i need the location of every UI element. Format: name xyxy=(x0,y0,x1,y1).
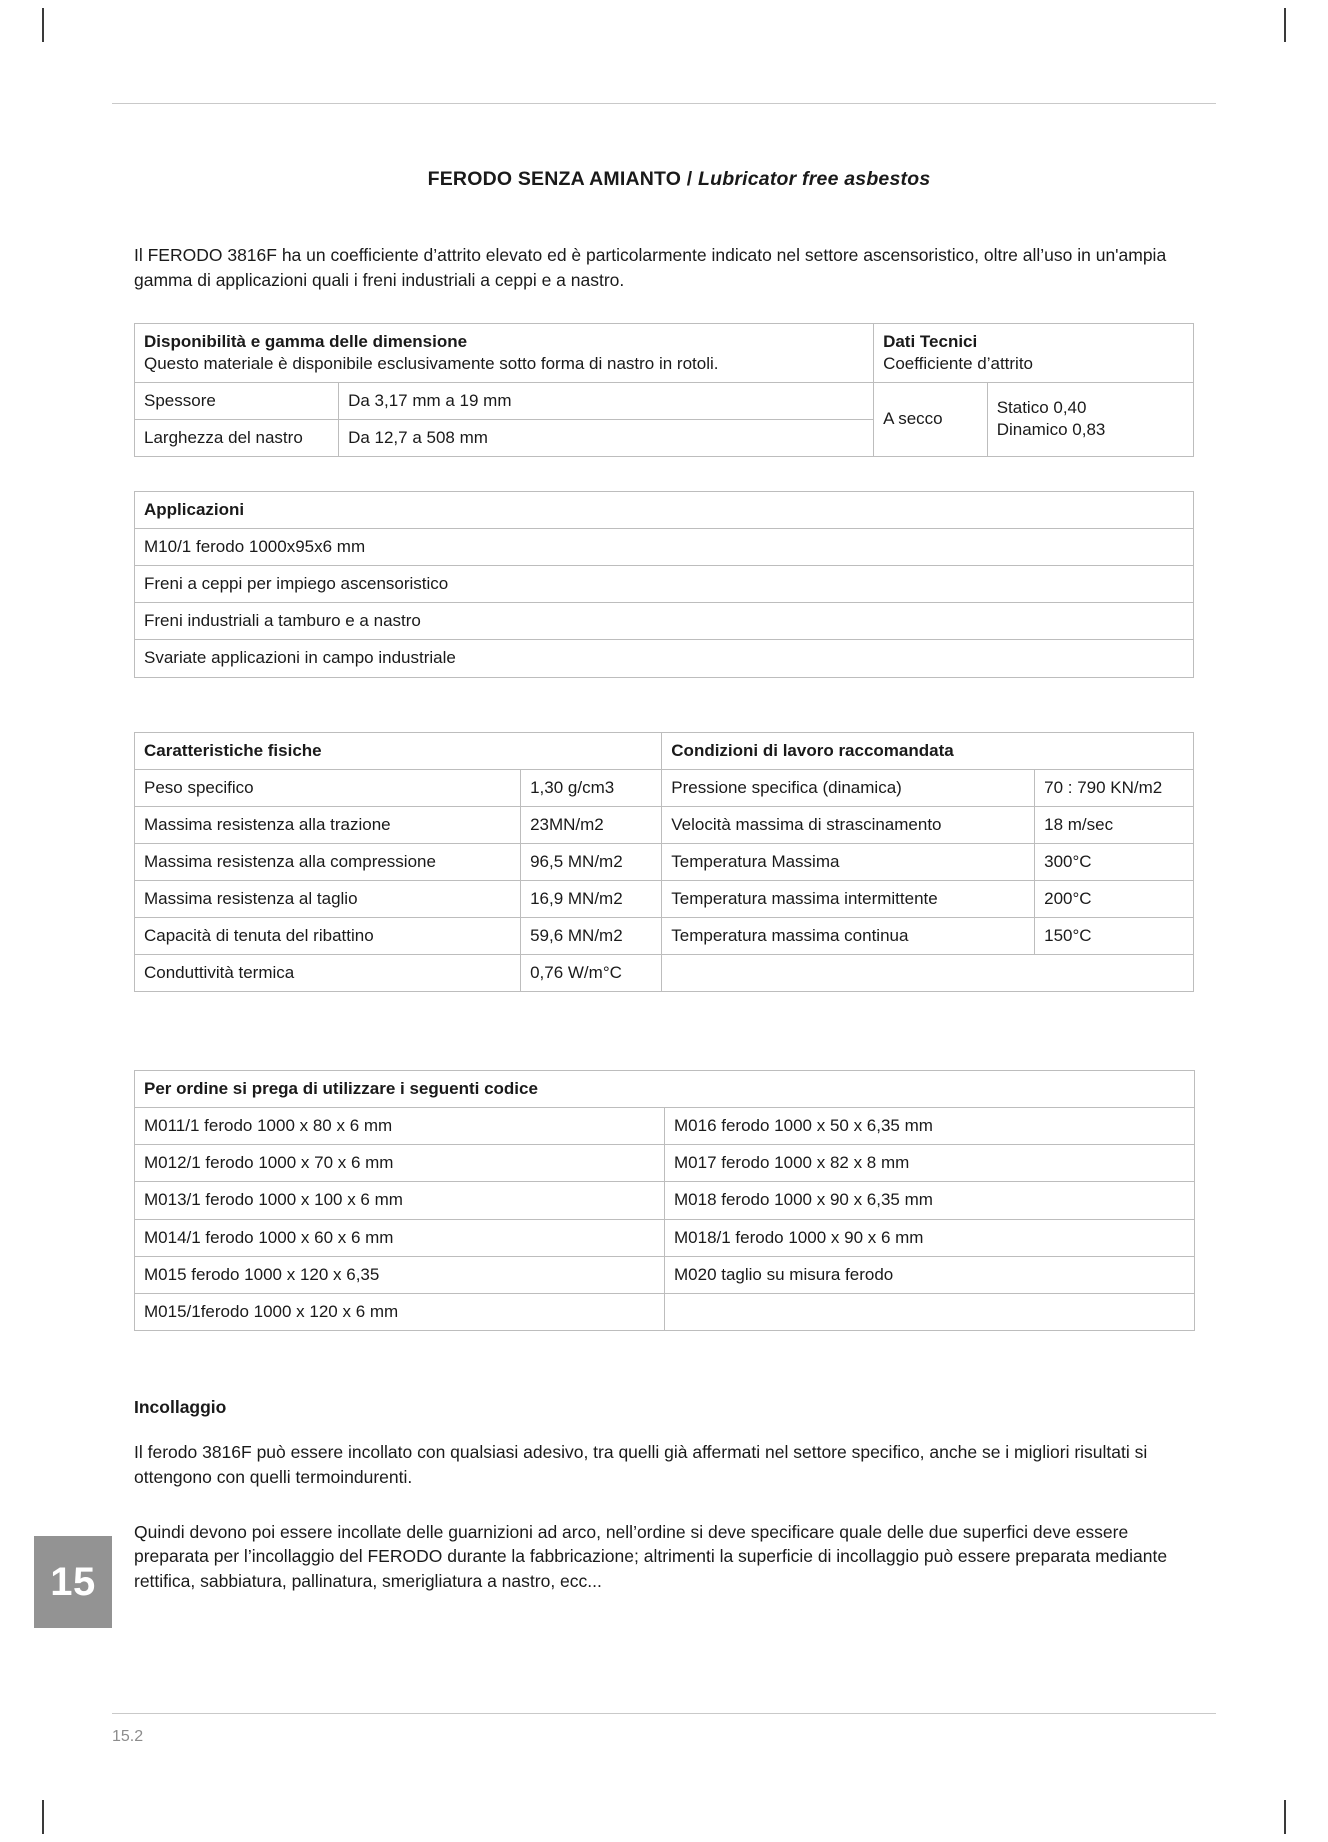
application-item: M10/1 ferodo 1000x95x6 mm xyxy=(135,529,1194,566)
code-right: M016 ferodo 1000 x 50 x 6,35 mm xyxy=(665,1108,1195,1145)
table-row xyxy=(135,529,1194,566)
footer-page-reference: 15.2 xyxy=(112,1728,144,1745)
gluing-paragraph-1: Il ferodo 3816F può essere incollato con qualsiasi adesivo, tra quelli già affermati nel settore specifico, anche se i migliori risultati si ottengono con quelli termoindurenti. xyxy=(134,1441,1148,1487)
table-row xyxy=(135,640,1194,677)
table-row xyxy=(135,382,1194,419)
crop-mark-top-right xyxy=(1284,8,1286,42)
application-item: Freni industriali a tamburo e a nastro xyxy=(135,603,1194,640)
condition-label: Velocità massima di strascinamento xyxy=(662,806,1035,843)
code-left: M011/1 ferodo 1000 x 80 x 6 mm xyxy=(135,1108,665,1145)
application-item: Freni a ceppi per impiego ascensoristico xyxy=(135,566,1194,603)
page-title-italic: Lubricator free asbestos xyxy=(698,168,931,190)
condition-value: 70 : 790 KN/m2 xyxy=(1035,769,1194,806)
page-title-main: FERODO SENZA AMIANTO / xyxy=(427,168,698,190)
code-right: M020 taglio su misura ferodo xyxy=(665,1256,1195,1293)
codes-table xyxy=(134,1070,1195,1331)
table-row xyxy=(135,566,1194,603)
table-row xyxy=(135,1219,1195,1256)
physical-label: Peso specifico xyxy=(135,769,521,806)
condition-label-cell: A secco xyxy=(874,382,988,456)
condition-label: Temperatura massima continua xyxy=(662,918,1035,955)
table-row xyxy=(135,732,1194,769)
intro-paragraph: Il FERODO 3816F ha un coefficiente d’attrito elevato ed è particolarmente indicato nel settore ascensoristico, oltre all’uso in un'ampia gamma di applicazioni quali i freni industriali a ceppi e a nastro. xyxy=(134,245,1167,290)
physical-value: 1,30 g/cm3 xyxy=(521,769,662,806)
table-row xyxy=(135,1256,1195,1293)
application-item: Svariate applicazioni in campo industriale xyxy=(135,640,1194,677)
code-right: M018/1 ferodo 1000 x 90 x 6 mm xyxy=(665,1219,1195,1256)
header-rule xyxy=(112,103,1216,104)
condition-value: 200°C xyxy=(1035,880,1194,917)
page-title xyxy=(134,168,1194,191)
gluing-section xyxy=(134,1397,1194,1594)
gluing-paragraph-2: Quindi devono poi essere incollate delle guarnizioni ad arco, nell’ordine si deve specificare quale delle due superfici deve essere preparata per l’incollaggio del FERODO durante la fabbricazione; altrimenti la superficie di incollaggio può essere preparata mediante rettifica, sabbiatura, pallinatura, smerigliatura a nastro, ecc... xyxy=(134,1521,1168,1592)
friction-dynamic: Dinamico 0,83 xyxy=(996,420,1106,440)
table-row xyxy=(135,955,1194,992)
page-content xyxy=(134,140,1194,1612)
characteristics-header-left: Caratteristiche fisiche xyxy=(135,732,662,769)
tech-header-subtitle: Coefficiente d’attrito xyxy=(883,353,1034,373)
applications-table xyxy=(134,491,1194,677)
characteristics-table xyxy=(134,732,1194,993)
table-row xyxy=(135,843,1194,880)
code-left: M015 ferodo 1000 x 120 x 6,35 xyxy=(135,1256,665,1293)
crop-mark-bottom-right xyxy=(1284,1800,1286,1834)
availability-row-label: Spessore xyxy=(135,382,339,419)
table-row xyxy=(135,1071,1195,1108)
code-left: M012/1 ferodo 1000 x 70 x 6 mm xyxy=(135,1145,665,1182)
physical-label: Massima resistenza alla trazione xyxy=(135,806,521,843)
tech-header-cell xyxy=(874,323,1194,382)
availability-row-value: Da 3,17 mm a 19 mm xyxy=(339,382,874,419)
table-row xyxy=(135,880,1194,917)
crop-mark-top-left xyxy=(42,8,44,42)
availability-table xyxy=(134,323,1194,457)
code-left: M015/1ferodo 1000 x 120 x 6 mm xyxy=(135,1293,665,1330)
condition-label: Temperatura Massima xyxy=(662,843,1035,880)
characteristics-header-right: Condizioni di lavoro raccomandata xyxy=(662,732,1194,769)
condition-value: 18 m/sec xyxy=(1035,806,1194,843)
applications-table-wrapper xyxy=(134,491,1194,677)
footer-rule xyxy=(112,1713,1216,1714)
table-row xyxy=(135,1108,1195,1145)
table-row xyxy=(135,323,1194,382)
condition-label: Temperatura massima intermittente xyxy=(662,880,1035,917)
physical-value: 0,76 W/m°C xyxy=(521,955,662,992)
physical-label: Capacità di tenuta del ribattino xyxy=(135,918,521,955)
availability-row-label: Larghezza del nastro xyxy=(135,419,339,456)
characteristics-table-wrapper xyxy=(134,732,1194,993)
physical-value: 96,5 MN/m2 xyxy=(521,843,662,880)
availability-header-title: Disponibilità e gamma delle dimensione xyxy=(144,331,468,351)
condition-value: 300°C xyxy=(1035,843,1194,880)
code-right xyxy=(665,1293,1195,1330)
physical-label: Conduttività termica xyxy=(135,955,521,992)
crop-mark-bottom-left xyxy=(42,1800,44,1834)
code-right: M017 ferodo 1000 x 82 x 8 mm xyxy=(665,1145,1195,1182)
table-row xyxy=(135,1182,1195,1219)
availability-header-cell xyxy=(135,323,874,382)
table-row xyxy=(135,1145,1195,1182)
page-number-tab: 15 xyxy=(34,1536,112,1628)
physical-value: 23MN/m2 xyxy=(521,806,662,843)
condition-label xyxy=(662,955,1194,992)
availability-table-wrapper xyxy=(134,323,1194,457)
availability-header-subtitle: Questo materiale è disponibile esclusivamente sotto forma di nastro in rotoli. xyxy=(144,353,719,373)
table-row xyxy=(135,918,1194,955)
condition-label: Pressione specifica (dinamica) xyxy=(662,769,1035,806)
physical-label: Massima resistenza al taglio xyxy=(135,880,521,917)
physical-label: Massima resistenza alla compressione xyxy=(135,843,521,880)
table-row xyxy=(135,769,1194,806)
codes-header: Per ordine si prega di utilizzare i seguenti codice xyxy=(135,1071,1195,1108)
friction-static: Statico 0,40 xyxy=(996,398,1087,418)
code-right: M018 ferodo 1000 x 90 x 6,35 mm xyxy=(665,1182,1195,1219)
friction-values-cell xyxy=(987,382,1193,456)
table-row xyxy=(135,603,1194,640)
table-row xyxy=(135,492,1194,529)
applications-header: Applicazioni xyxy=(135,492,1194,529)
code-left: M013/1 ferodo 1000 x 100 x 6 mm xyxy=(135,1182,665,1219)
gluing-section-title: Incollaggio xyxy=(134,1396,227,1417)
table-row xyxy=(135,806,1194,843)
physical-value: 59,6 MN/m2 xyxy=(521,918,662,955)
tech-header-title: Dati Tecnici xyxy=(883,331,978,351)
condition-value: 150°C xyxy=(1035,918,1194,955)
table-row xyxy=(135,1293,1195,1330)
physical-value: 16,9 MN/m2 xyxy=(521,880,662,917)
availability-row-value: Da 12,7 a 508 mm xyxy=(339,419,874,456)
codes-table-wrapper xyxy=(134,1070,1194,1331)
code-left: M014/1 ferodo 1000 x 60 x 6 mm xyxy=(135,1219,665,1256)
